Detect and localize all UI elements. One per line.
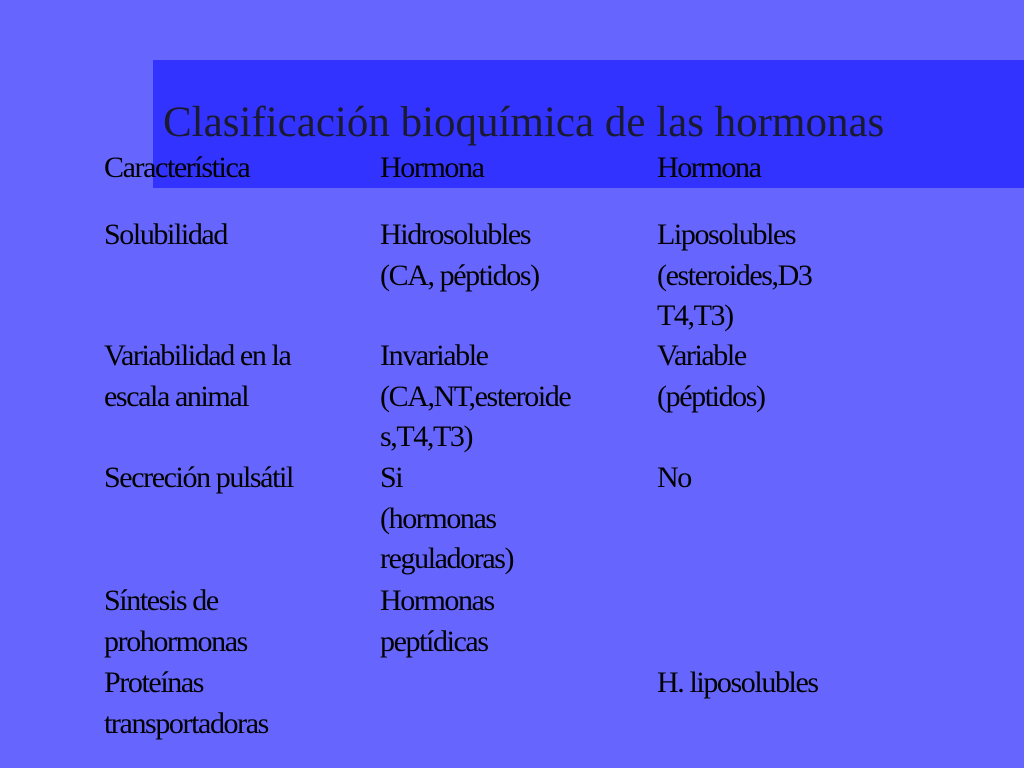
row-variabilidad-caracteristica bbox=[104, 336, 374, 417]
cell-line: Liposolubles bbox=[657, 218, 796, 251]
row-secrecion-hormona-1 bbox=[380, 458, 650, 580]
cell-line: Variabilidad en la bbox=[104, 339, 291, 372]
row-proteinas-caracteristica bbox=[104, 663, 374, 744]
cell-line: H. liposolubles bbox=[657, 666, 818, 699]
cell-line: transportadoras bbox=[104, 706, 268, 740]
cell-line: prohormonas bbox=[104, 624, 247, 658]
slide-title: Clasificación bioquímica de las hormonas bbox=[163, 99, 885, 146]
cell-line: Proteínas bbox=[104, 666, 204, 699]
cell-line: Invariable bbox=[380, 339, 488, 372]
cell-line: Solubilidad bbox=[104, 218, 227, 251]
cell-line: Variable bbox=[657, 339, 746, 372]
cell-line: T4,T3) bbox=[657, 299, 733, 332]
row-solubilidad-hormona-1 bbox=[380, 215, 650, 296]
row-sintesis-hormona-1 bbox=[380, 581, 650, 662]
header-hormona-2: Hormona bbox=[657, 151, 761, 184]
row-solubilidad-hormona-2 bbox=[657, 215, 927, 337]
cell-line: (péptidos) bbox=[657, 379, 765, 413]
header-hormona-1: Hormona bbox=[380, 151, 484, 184]
cell-line: (esteroides,D3 bbox=[657, 258, 812, 292]
cell-line: (CA,NT,esteroide bbox=[380, 379, 571, 413]
cell-line: s,T4,T3) bbox=[380, 420, 473, 453]
row-secrecion-hormona-2 bbox=[657, 458, 927, 499]
cell-line: Síntesis de bbox=[104, 584, 218, 617]
row-variabilidad-hormona-2 bbox=[657, 336, 927, 417]
cell-line: Secreción pulsátil bbox=[104, 461, 293, 494]
row-variabilidad-hormona-1 bbox=[380, 336, 650, 458]
cell-line: Hidrosolubles bbox=[380, 218, 531, 251]
row-sintesis-caracteristica bbox=[104, 581, 374, 662]
cell-line: No bbox=[657, 461, 691, 494]
cell-line: peptídicas bbox=[380, 624, 488, 658]
row-secrecion-caracteristica bbox=[104, 458, 374, 499]
cell-line: Hormonas bbox=[380, 584, 494, 617]
header-caracteristica: Característica bbox=[104, 151, 250, 184]
cell-line: reguladoras) bbox=[380, 542, 514, 575]
cell-line: (CA, péptidos) bbox=[380, 258, 539, 292]
cell-line: escala animal bbox=[104, 379, 249, 413]
row-proteinas-hormona-2 bbox=[657, 663, 927, 704]
cell-line: (hormonas bbox=[380, 501, 496, 535]
row-solubilidad-caracteristica bbox=[104, 215, 374, 256]
cell-line: Si bbox=[380, 461, 403, 494]
